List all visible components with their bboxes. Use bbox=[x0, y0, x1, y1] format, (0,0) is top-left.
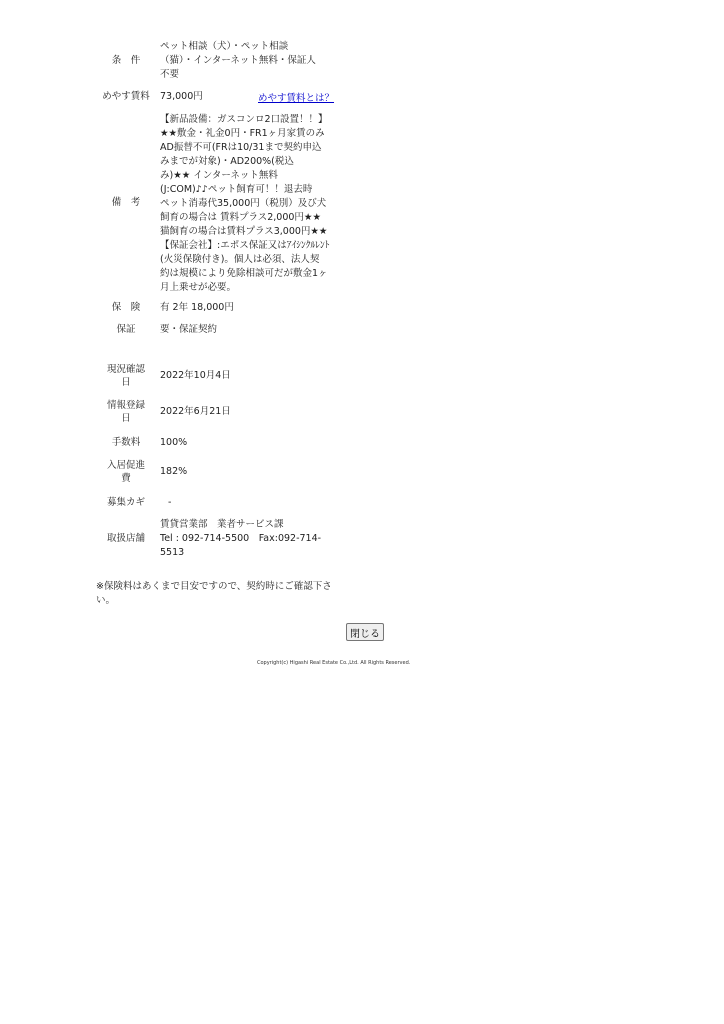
recruit-key-row bbox=[96, 496, 346, 510]
recruit-key-value: - bbox=[168, 497, 172, 508]
status-check-date-row bbox=[96, 363, 346, 391]
conditions-value: ペット相談（犬）・ペット相談 （猫）・インターネット無料・保証人 不要 bbox=[160, 41, 316, 80]
close-button[interactable]: 閉じる bbox=[346, 623, 384, 641]
conditions-row bbox=[96, 40, 346, 82]
move-in-promotion-label: 入居促進 費 bbox=[106, 460, 145, 484]
rent-guide-help-link[interactable]: めやす賃料とは？ bbox=[258, 93, 335, 104]
remarks-label: 備 考 bbox=[111, 197, 141, 208]
rent-guide-row bbox=[96, 90, 346, 104]
conditions-label: 条 件 bbox=[111, 55, 141, 66]
recruit-key-label: 募集カギ bbox=[106, 497, 145, 508]
rent-guide-value: 73,000円 bbox=[160, 91, 203, 102]
info-registered-date-label: 情報登録 日 bbox=[106, 400, 145, 424]
move-in-promotion-value: 182% bbox=[160, 466, 188, 477]
commission-label: 手数料 bbox=[111, 437, 141, 448]
copyright-text: Copyright(c) Higashi Real Estate Co.,Ltd. All Rights Reserved. bbox=[257, 660, 411, 666]
insurance-row bbox=[96, 301, 346, 315]
store-label: 取扱店舗 bbox=[106, 533, 145, 544]
status-check-date-value: 2022年10月4日 bbox=[160, 370, 231, 381]
guarantee-label: 保証 bbox=[116, 324, 136, 335]
commission-row bbox=[96, 436, 346, 450]
commission-value: 100% bbox=[160, 437, 188, 448]
store-row bbox=[96, 518, 346, 560]
move-in-promotion-row bbox=[96, 459, 346, 487]
remarks-value: 【新品設備：ガスコンロ2口設置！！】 ★★敷金・礼金0円・FR1ヶ月家賃のみ AD振替不可(FRは10/31まで契約申込 みまでが対象)・AD200%(税込 み)★★ インターネット無料 (J:COM)♪♪ペット飼育可！！退去時 ペット消毒代35,000円（税別）及び犬 飼育の場合は 賃料プラス2,000円★★ 猫飼育の場合は賃料プラス3,000円★★ 【保証会社】:エポス保証又はｱｲｼﾝｸﾙﾚﾝﾄ (火災保険付き)。個人は必須、法人契 約は規模により免除相談可だが敷金1ヶ 月上乗せが必要。 bbox=[160, 114, 330, 293]
guarantee-row bbox=[96, 323, 346, 337]
insurance-value: 有 2年 18,000円 bbox=[160, 302, 234, 313]
rent-guide-label: めやす賃料 bbox=[102, 91, 150, 102]
info-registered-date-value: 2022年6月21日 bbox=[160, 406, 231, 417]
status-check-date-label: 現況確認 日 bbox=[106, 364, 145, 388]
guarantee-value: 要・保証契約 bbox=[160, 324, 218, 335]
remarks-row bbox=[96, 113, 346, 295]
insurance-note: ※保険料はあくまで目安ですので、契約時にご確認下さい。 bbox=[96, 581, 332, 606]
insurance-label: 保 険 bbox=[111, 302, 141, 313]
info-registered-date-row bbox=[96, 399, 346, 427]
store-value: 賃貸営業部 業者サービス課 Tel : 092-714-5500 Fax:092-714- 5513 bbox=[160, 519, 322, 558]
